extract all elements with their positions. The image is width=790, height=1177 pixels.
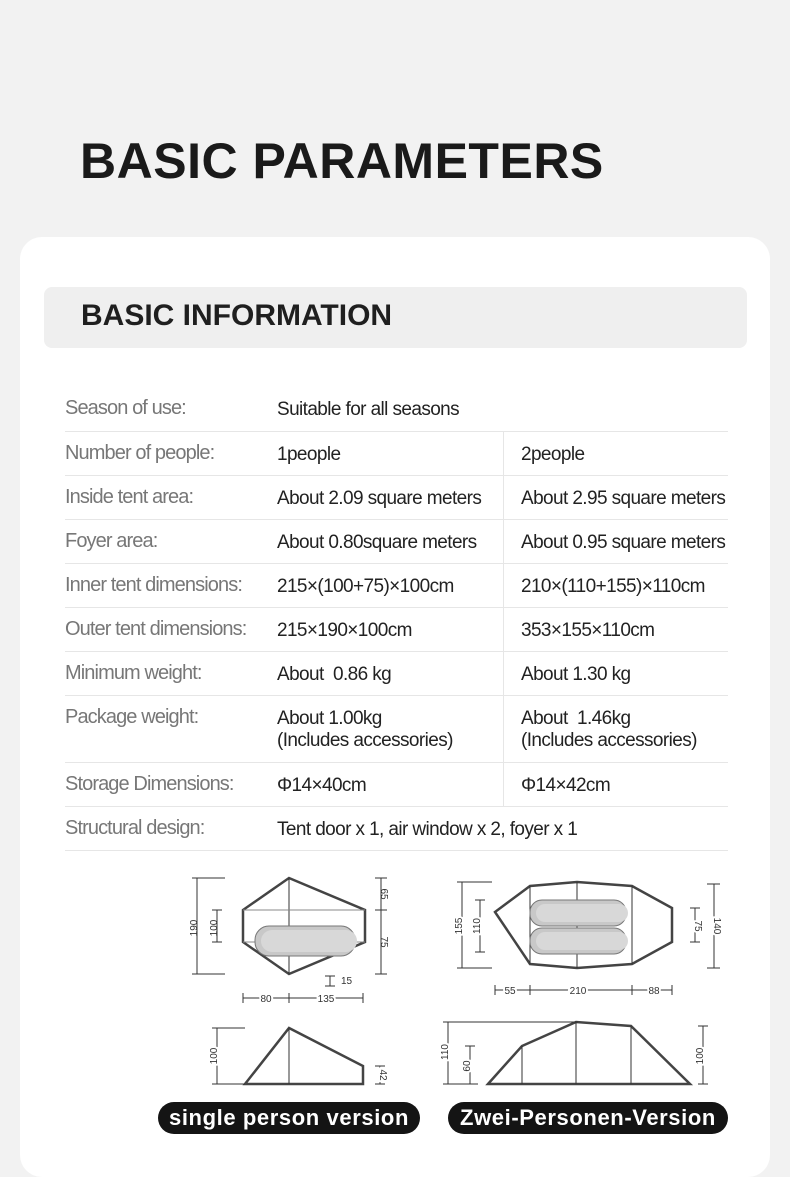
- spec-row-structural-design: [65, 806, 728, 850]
- spec-row-inside-area: [65, 475, 728, 519]
- dim-label: 155: [454, 917, 465, 935]
- single-tent-top-diagram: [185, 868, 400, 1013]
- section-title: BASIC INFORMATION: [81, 299, 393, 332]
- dim-label: 110: [472, 918, 483, 934]
- spec-value-line: (Includes accessories): [521, 729, 697, 751]
- dim-label: 75: [378, 936, 389, 948]
- spec-label: Number of people:: [65, 431, 277, 475]
- spec-value-double: [504, 695, 729, 762]
- spec-row-minimum-weight: [65, 651, 728, 695]
- page-title: BASIC PARAMETERS: [80, 133, 604, 189]
- double-version-label: Zwei-Personen-Version: [448, 1102, 728, 1134]
- spec-row-outer-dimensions: [65, 607, 728, 651]
- dim-label: 88: [648, 986, 660, 997]
- section-header: [44, 287, 747, 348]
- dim-label: 100: [209, 1047, 220, 1065]
- dim-label: 190: [189, 919, 200, 937]
- spec-value-single: About 0.86 kg: [277, 651, 504, 695]
- spec-label: Season of use:: [65, 387, 277, 431]
- spec-value-single: [277, 695, 504, 762]
- spec-value-double: About 2.95 square meters: [504, 475, 729, 519]
- dim-label: 75: [692, 920, 703, 932]
- spec-value-line: About 1.00kg: [277, 707, 382, 729]
- spec-value-double: About 0.95 square meters: [504, 519, 729, 563]
- spec-label: Package weight:: [65, 695, 277, 762]
- spec-value-line: About 1.46kg: [521, 707, 631, 729]
- spec-value-line: (Includes accessories): [277, 729, 453, 751]
- spec-value-single: 1people: [277, 431, 504, 475]
- spec-value: Suitable for all seasons: [277, 387, 728, 431]
- dim-label: 15: [341, 976, 353, 987]
- spec-value-double: 2people: [504, 431, 729, 475]
- spec-row-inner-dimensions: [65, 563, 728, 607]
- spec-value-single: 215×190×100cm: [277, 607, 504, 651]
- single-version-label: single person version: [158, 1102, 420, 1134]
- dim-label: 210: [569, 986, 587, 997]
- dim-label: 60: [462, 1060, 473, 1072]
- dim-label: 55: [504, 986, 516, 997]
- dim-label: 135: [317, 994, 335, 1005]
- spec-row-foyer-area: [65, 519, 728, 563]
- dim-label: 65: [378, 888, 389, 900]
- spec-row-storage-dimensions: [65, 762, 728, 806]
- spec-value: Tent door x 1, air window x 2, foyer x 1: [277, 806, 728, 850]
- spec-row-season: [65, 387, 728, 431]
- spec-label: Inner tent dimensions:: [65, 563, 277, 607]
- spec-value-double: About 1.30 kg: [504, 651, 729, 695]
- dim-label: 100: [209, 919, 220, 937]
- spec-value-single: About 2.09 square meters: [277, 475, 504, 519]
- spec-value-double: 353×155×110cm: [504, 607, 729, 651]
- double-tent-side-diagram: [438, 1016, 728, 1091]
- spec-value-double: Φ14×42cm: [504, 762, 729, 806]
- spec-label: Storage Dimensions:: [65, 762, 277, 806]
- spec-value-double: 210×(110+155)×110cm: [504, 563, 729, 607]
- dim-label: 42: [377, 1069, 388, 1081]
- spec-label: Minimum weight:: [65, 651, 277, 695]
- dim-label: 80: [260, 994, 272, 1005]
- spec-value-single: Φ14×40cm: [277, 762, 504, 806]
- spec-row-people: [65, 431, 728, 475]
- spec-value-single: About 0.80square meters: [277, 519, 504, 563]
- spec-label: Foyer area:: [65, 519, 277, 563]
- spec-label: Structural design:: [65, 806, 277, 850]
- spec-table: [65, 387, 728, 851]
- spec-label: Inside tent area:: [65, 475, 277, 519]
- spec-value-single: 215×(100+75)×100cm: [277, 563, 504, 607]
- dim-label: 140: [711, 917, 722, 935]
- dim-label: 110: [440, 1044, 451, 1060]
- spec-label: Outer tent dimensions:: [65, 607, 277, 651]
- spec-row-package-weight: [65, 695, 728, 762]
- double-tent-top-diagram: [452, 870, 727, 1005]
- dim-label: 100: [695, 1047, 706, 1065]
- single-tent-side-diagram: [205, 1020, 395, 1090]
